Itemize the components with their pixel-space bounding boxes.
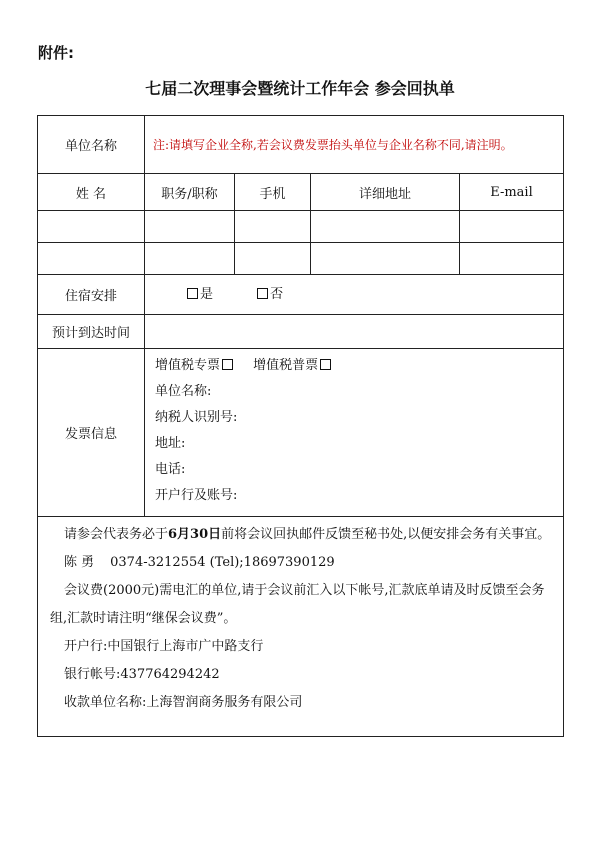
invoice-fields	[145, 349, 564, 517]
contact-phone: 0374-3212554 (Tel);18697390129	[110, 555, 335, 570]
attendee-address-cell[interactable]	[311, 211, 460, 243]
invoice-special-option[interactable]: 增值税专票	[155, 358, 235, 373]
invoice-type-options	[145, 353, 563, 379]
invoice-row	[38, 349, 564, 517]
invoice-tax-id-field[interactable]: 纳税人识别号:	[155, 410, 238, 425]
lodging-label: 住宿安排	[38, 275, 145, 315]
page-title: 七届二次理事会暨统计工作年会 参会回执单	[145, 79, 455, 98]
header-mobile: 手机	[235, 174, 311, 211]
attendee-email-cell[interactable]	[460, 211, 564, 243]
checkbox-icon[interactable]	[222, 359, 233, 370]
attendee-email-cell[interactable]	[460, 243, 564, 275]
registration-form-table	[37, 115, 564, 737]
attendee-position-cell[interactable]	[145, 243, 235, 275]
attendee-mobile-cell[interactable]	[235, 243, 311, 275]
checkbox-icon[interactable]	[187, 288, 198, 299]
attendee-address-cell[interactable]	[311, 243, 460, 275]
header-position: 职务/职称	[145, 174, 235, 211]
invoice-general-option[interactable]: 增值税普票	[253, 358, 333, 373]
contact-name: 陈 勇	[64, 555, 95, 570]
invoice-unit-name-field[interactable]: 单位名称:	[155, 384, 212, 399]
deadline-paragraph: 请参会代表务必于6月30日前将会议回执邮件反馈至秘书处,以便安排会务有关事宜。	[64, 527, 551, 542]
contact-line	[50, 549, 551, 577]
invoice-address-field[interactable]: 地址:	[155, 436, 186, 451]
invoice-label: 发票信息	[38, 349, 145, 517]
arrival-label: 预计到达时间	[38, 315, 145, 349]
attachment-label: 附件:	[38, 44, 74, 62]
arrival-row	[38, 315, 564, 349]
footer-notes	[38, 517, 564, 737]
attendee-name-cell[interactable]	[38, 243, 145, 275]
lodging-yes-option[interactable]: 是	[185, 283, 213, 302]
invoice-bank-account-field[interactable]: 开户行及账号:	[155, 488, 238, 503]
deadline-date: 6月30日	[168, 527, 222, 542]
header-email: E-mail	[460, 174, 564, 211]
footer-row	[38, 517, 564, 737]
payment-paragraph: 会议费(2000元)需电汇的单位,请于会议前汇入以下帐号,汇款底单请及时反馈至会务组,汇款时请注明“继保会议费”。	[50, 583, 545, 626]
payee-line: 收款单位名称:上海智润商务服务有限公司	[64, 695, 303, 710]
attendee-position-cell[interactable]	[145, 211, 235, 243]
lodging-row	[38, 275, 564, 315]
checkbox-icon[interactable]	[320, 359, 331, 370]
header-row	[38, 174, 564, 211]
invoice-phone-field[interactable]: 电话:	[155, 462, 186, 477]
lodging-options	[145, 275, 564, 315]
header-address: 详细地址	[311, 174, 460, 211]
bank-line: 开户行:中国银行上海市广中路支行	[64, 639, 264, 654]
checkbox-icon[interactable]	[257, 288, 268, 299]
header-name: 姓 名	[38, 174, 145, 211]
unit-row	[38, 116, 564, 174]
attendee-row	[38, 211, 564, 243]
arrival-field[interactable]	[145, 315, 564, 349]
unit-label: 单位名称	[38, 116, 145, 174]
account-line: 银行帐号:437764294242	[64, 667, 220, 682]
lodging-no-option[interactable]: 否	[255, 283, 283, 302]
attendee-mobile-cell[interactable]	[235, 211, 311, 243]
unit-note-field[interactable]: 注:请填写企业全称,若会议费发票抬头单位与企业名称不同,请注明。	[145, 116, 564, 174]
attendee-name-cell[interactable]	[38, 211, 145, 243]
attendee-row	[38, 243, 564, 275]
